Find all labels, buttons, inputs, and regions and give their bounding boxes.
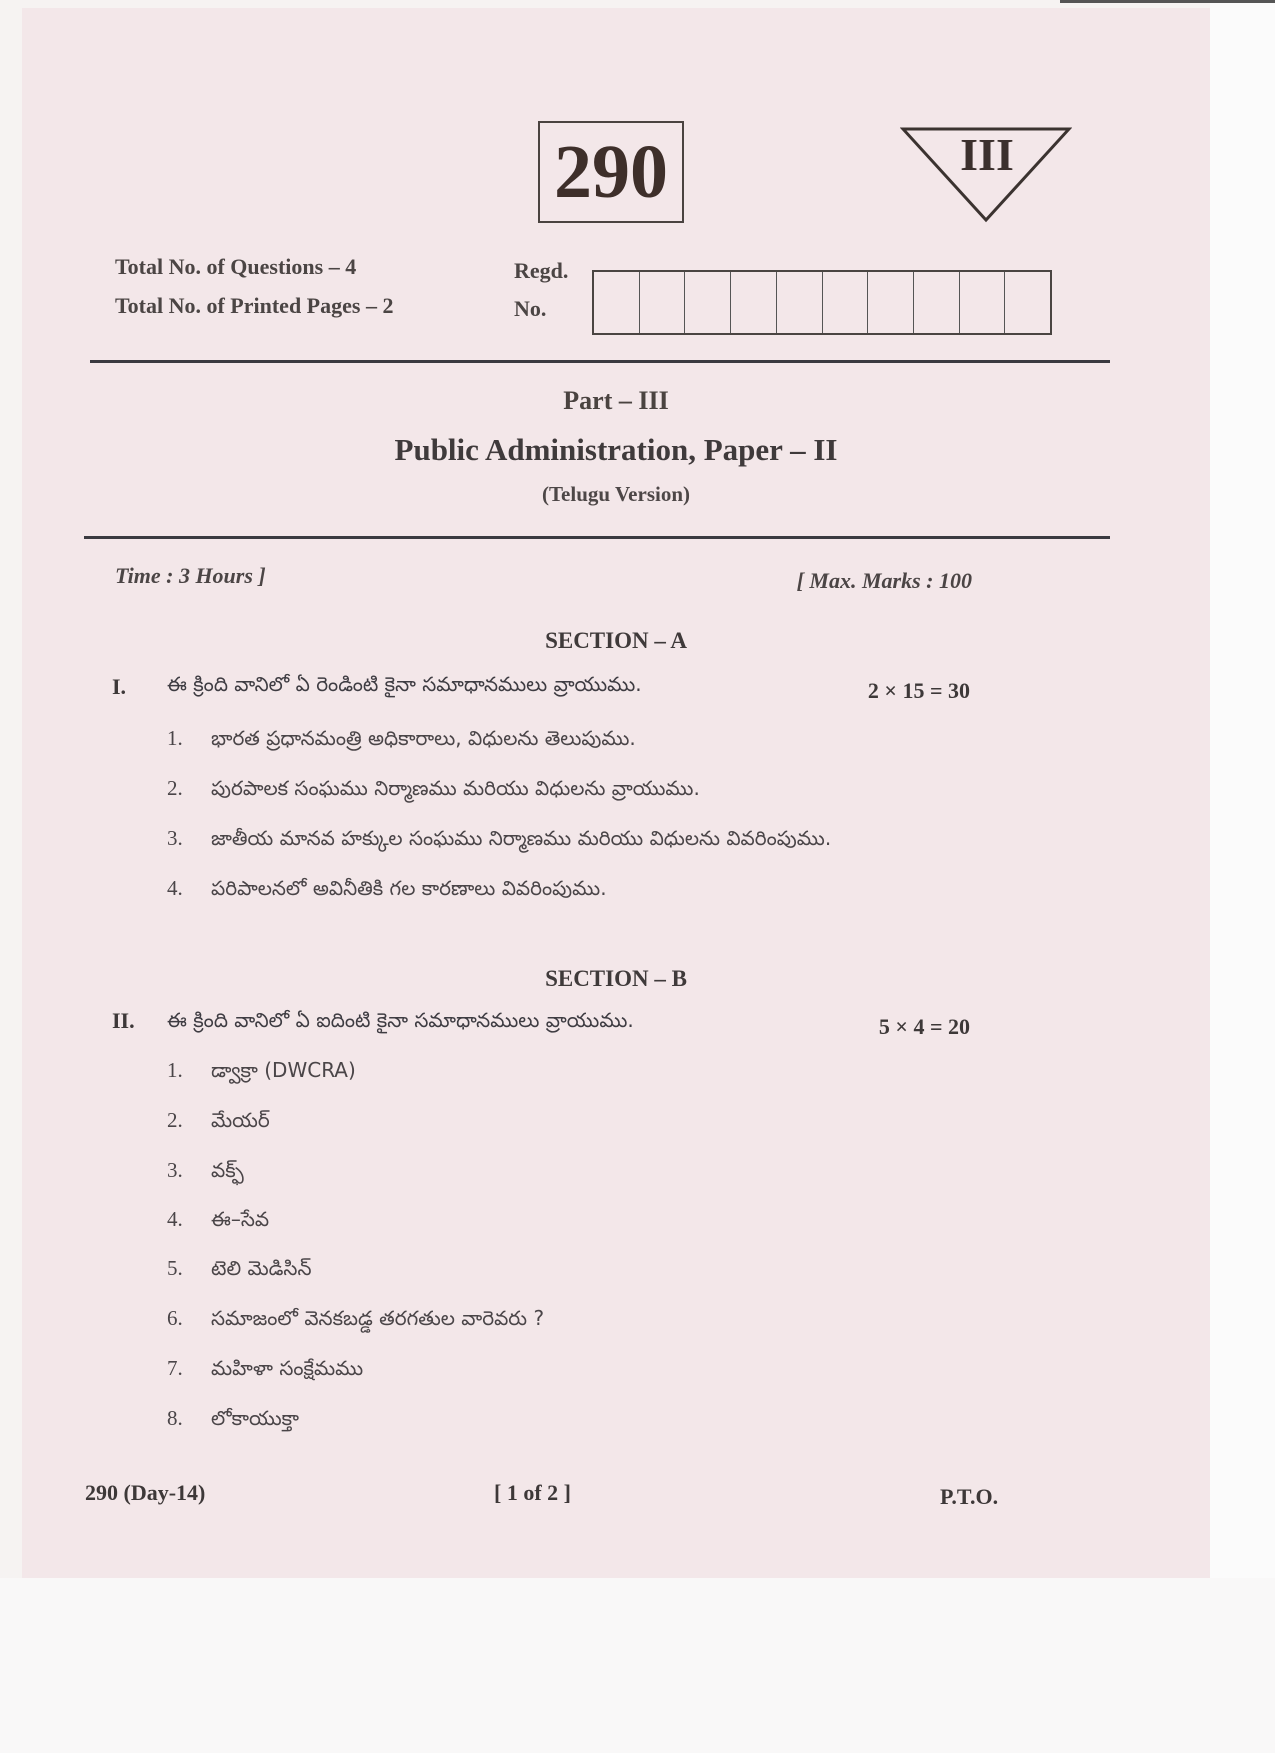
item-number: 3. <box>167 826 183 850</box>
list-item <box>167 1158 244 1187</box>
item-text: మహిళా సంక్షేమము <box>211 1356 364 1380</box>
regd-digit-box <box>685 272 731 333</box>
version-label: (Telugu Version) <box>541 482 690 506</box>
set-label: III <box>960 129 1014 180</box>
pto-label: P.T.O. <box>940 1484 999 1509</box>
question-number-2: II. <box>112 1008 135 1033</box>
list-item <box>167 826 831 855</box>
item-number: 1. <box>167 726 183 750</box>
section-b-marks: 5 × 4 = 20 <box>878 1014 970 1039</box>
list-item <box>167 1207 269 1236</box>
total-questions: Total No. of Questions – 4 <box>115 254 357 279</box>
section-a-instruction: ఈ క్రింది వానిలో ఏ రెండింటి కైనా సమాధానములు వ్రాయుము. <box>167 672 642 696</box>
item-number: 7. <box>167 1356 183 1380</box>
item-number: 6. <box>167 1306 183 1330</box>
registration-number-boxes <box>592 270 1052 335</box>
scan-margin-bottom <box>0 1578 1275 1753</box>
item-number: 3. <box>167 1158 183 1182</box>
item-text: సమాజంలో వెనకబడ్డ తరగతుల వారెవరు ? <box>211 1306 545 1330</box>
title-divider <box>84 536 1110 539</box>
scan-margin-right <box>1210 0 1275 1753</box>
section-b-heading: SECTION – B <box>545 966 687 991</box>
item-number: 5. <box>167 1256 183 1280</box>
regd-no-label: No. <box>514 296 547 321</box>
part-heading: Part – III <box>563 386 669 415</box>
item-number: 2. <box>167 776 183 800</box>
item-number: 1. <box>167 1058 183 1082</box>
regd-digit-box <box>640 272 686 333</box>
list-item <box>167 1256 312 1285</box>
time-allowed: Time : 3 Hours ] <box>115 563 266 588</box>
list-item <box>167 1108 270 1137</box>
list-item <box>167 726 636 755</box>
exam-paper <box>22 8 1210 1578</box>
item-text: డ్వాక్రా (DWCRA) <box>211 1058 356 1082</box>
item-number: 4. <box>167 1207 183 1231</box>
list-item <box>167 1406 299 1435</box>
item-text: ఈ–సేవ <box>211 1207 270 1231</box>
regd-digit-box <box>777 272 823 333</box>
item-text: పురపాలక సంఘము నిర్మాణము మరియు విధులను వ్రాయుము. <box>211 776 700 800</box>
list-item <box>167 776 700 805</box>
regd-digit-box <box>823 272 869 333</box>
item-text: లోకాయుక్తా <box>211 1406 299 1430</box>
regd-digit-box <box>914 272 960 333</box>
subject-title: Public Administration, Paper – II <box>394 432 838 467</box>
list-item <box>167 876 607 905</box>
item-text: జాతీయ మానవ హక్కుల సంఘము నిర్మాణము మరియు విధులను వివరింపుము. <box>211 826 832 850</box>
regd-digit-box <box>594 272 640 333</box>
page-number: [ 1 of 2 ] <box>494 1480 571 1505</box>
regd-label: Regd. <box>514 258 569 283</box>
scan-edge-line <box>1060 0 1275 3</box>
item-text: మేయర్ <box>211 1108 270 1132</box>
item-number: 4. <box>167 876 183 900</box>
item-number: 8. <box>167 1406 183 1430</box>
item-number: 2. <box>167 1108 183 1132</box>
paper-code-box <box>538 121 684 223</box>
item-text: టెలి మెడిసిన్ <box>211 1256 312 1280</box>
regd-digit-box <box>868 272 914 333</box>
item-text: వక్ఫ్ <box>211 1158 244 1182</box>
footer-paper-code: 290 (Day-14) <box>85 1480 206 1505</box>
question-number-1: I. <box>112 674 127 699</box>
list-item <box>167 1058 356 1087</box>
list-item <box>167 1356 363 1385</box>
list-item <box>167 1306 544 1335</box>
paper-code: 290 <box>554 129 668 214</box>
section-a-marks: 2 × 15 = 30 <box>867 678 970 703</box>
item-text: భారత ప్రధానమంత్రి అధికారాలు, విధులను తెలుపుము. <box>211 726 636 750</box>
max-marks: [ Max. Marks : 100 <box>796 568 972 593</box>
total-pages: Total No. of Printed Pages – 2 <box>115 293 394 318</box>
item-text: పరిపాలనలో అవినీతికి గల కారణాలు వివరింపుము. <box>211 876 607 900</box>
header-divider <box>90 360 1110 363</box>
section-a-heading: SECTION – A <box>545 628 687 653</box>
regd-digit-box <box>1005 272 1050 333</box>
section-b-instruction: ఈ క్రింది వానిలో ఏ ఐదింటి కైనా సమాధానములు వ్రాయుము. <box>167 1008 634 1032</box>
regd-digit-box <box>731 272 777 333</box>
regd-digit-box <box>960 272 1006 333</box>
